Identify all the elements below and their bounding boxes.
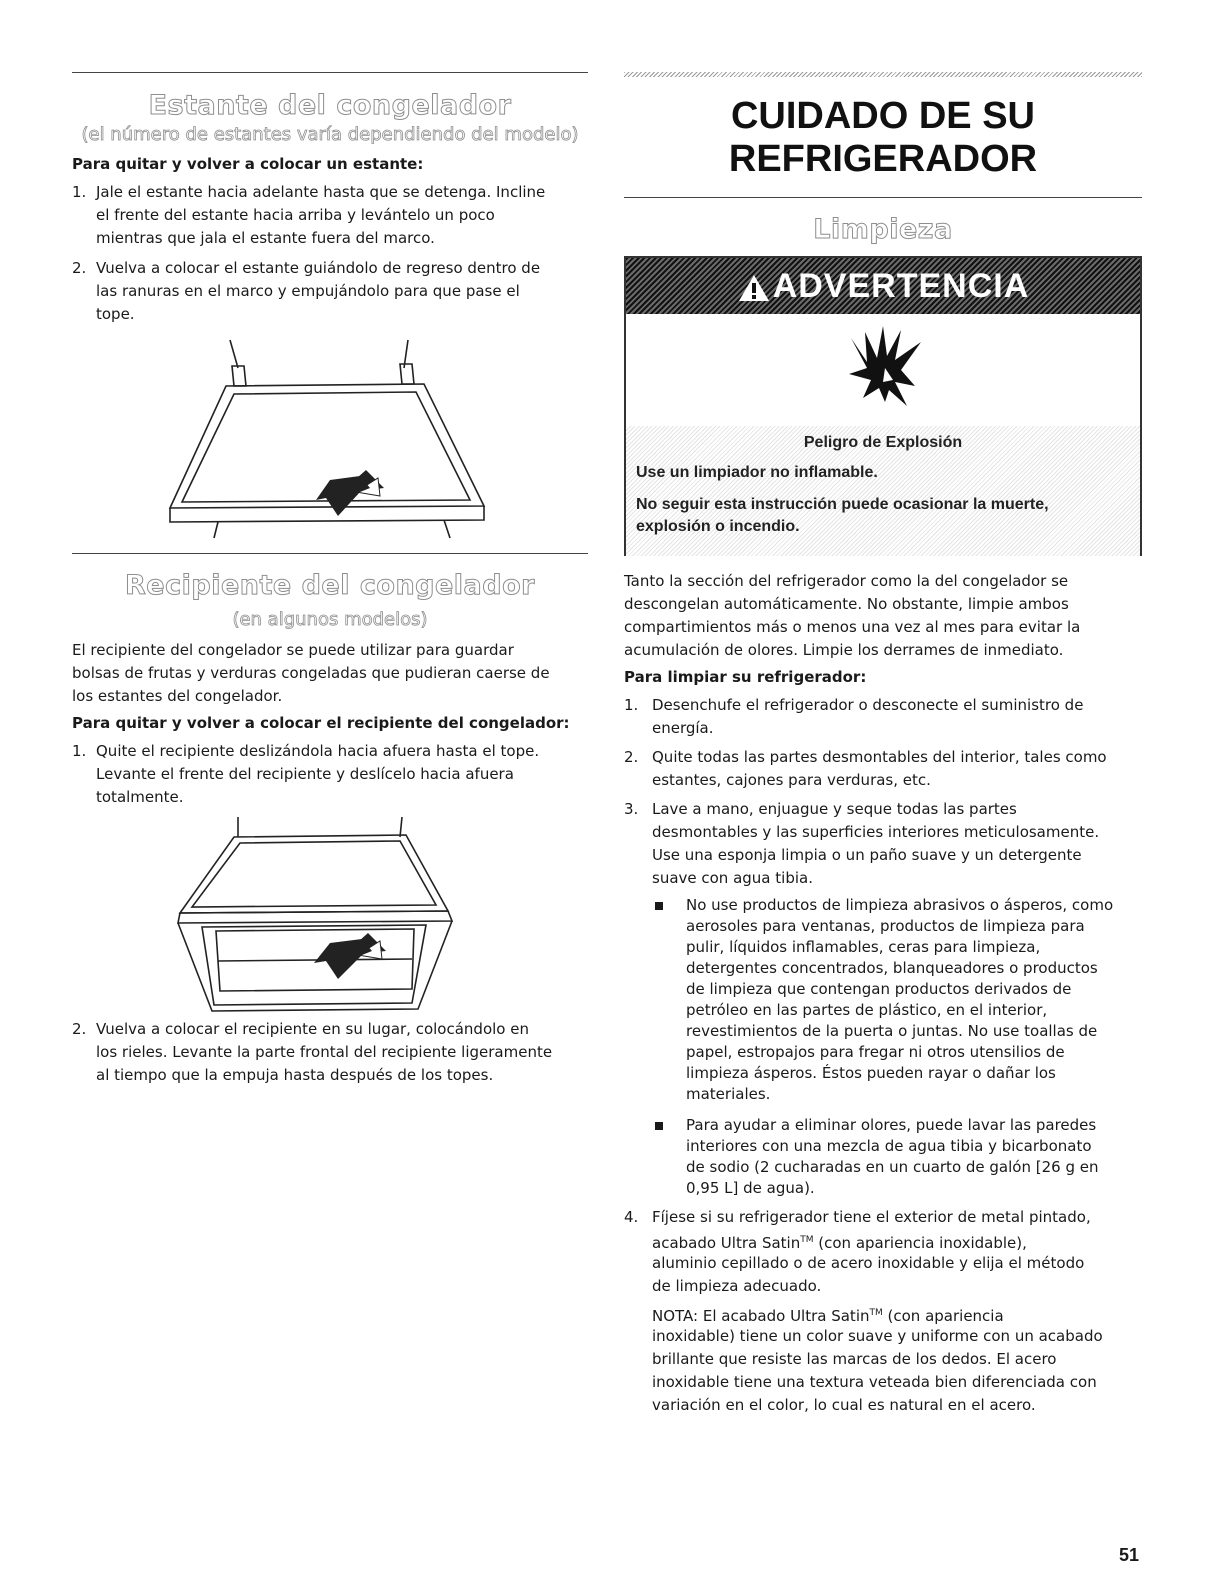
clean-step-1-line: energía. bbox=[652, 719, 714, 737]
page-number: 51 bbox=[1119, 1545, 1140, 1565]
clean-step-3-number: 3. bbox=[624, 800, 639, 818]
note-line: variación en el color, lo cual es natural en el acero. bbox=[652, 1396, 1036, 1414]
main-title-line-1: CUIDADO DE SU bbox=[730, 95, 1036, 137]
cleaning-title: Limpieza bbox=[813, 214, 953, 245]
bin-heading: Para quitar y volver a colocar el recipiente del congelador: bbox=[72, 714, 570, 732]
warning-box bbox=[624, 256, 1142, 556]
intro-line: descongelan automáticamente. No obstante, limpie ambos bbox=[624, 595, 1069, 613]
top-rule bbox=[72, 72, 588, 73]
bin-step-2-line: al tiempo que la empuja hasta después de los topes. bbox=[96, 1066, 494, 1084]
warning-icon-area bbox=[626, 314, 1140, 428]
bin-intro-line: los estantes del congelador. bbox=[72, 687, 283, 705]
trademark-mark: TM bbox=[800, 1235, 814, 1245]
shelf-step-1-line: Jale el estante hacia adelante hasta que se detenga. Incline bbox=[96, 183, 546, 201]
bullet-square-icon bbox=[655, 902, 663, 910]
warning-line-2a: No seguir esta instrucción puede ocasionar la muerte, bbox=[636, 496, 1049, 513]
shelf-step-1-line: el frente del estante hacia arriba y levántelo un poco bbox=[96, 206, 495, 224]
bullet-1-line: petróleo en las partes de plástico, en el interior, bbox=[686, 1001, 1048, 1019]
note-text: NOTA: El acabado Ultra Satin bbox=[652, 1307, 870, 1325]
title-rule bbox=[624, 197, 1142, 198]
clean-heading: Para limpiar su refrigerador: bbox=[624, 668, 867, 686]
bullet-2-line: interiores con una mezcla de agua tibia y bicarbonato bbox=[686, 1137, 1092, 1155]
bullet-1-line: materiales. bbox=[686, 1085, 771, 1103]
bin-step-2-line: los rieles. Levante la parte frontal del recipiente ligeramente bbox=[96, 1043, 553, 1061]
bullet-2-line: Para ayudar a eliminar olores, puede lavar las paredes bbox=[686, 1116, 1097, 1134]
warning-hazard: Peligro de Explosión bbox=[803, 434, 963, 451]
intro-line: compartimientos más o menos una vez al mes para evitar la bbox=[624, 618, 1081, 636]
bin-step-2-line: Vuelva a colocar el recipiente en su lugar, colocándolo en bbox=[96, 1020, 529, 1038]
note-line: brillante que resiste las marcas de los dedos. El acero bbox=[652, 1350, 1057, 1368]
note-line: inoxidable) tiene un color suave y uniforme con un acabado bbox=[652, 1327, 1103, 1345]
clean-step-3-line: Lave a mano, enjuague y seque todas las partes bbox=[652, 800, 1017, 818]
clean-step-4-line: aluminio cepillado o de acero inoxidable y elija el método bbox=[652, 1254, 1085, 1272]
clean-step-1-number: 1. bbox=[624, 696, 639, 714]
bin-subtitle: (en algunos modelos) bbox=[232, 609, 428, 630]
note-line-1 bbox=[652, 1302, 1004, 1327]
step-4-text: acabado Ultra Satin bbox=[652, 1234, 801, 1252]
bullet-1-line: limpieza ásperos. Éstos pueden rayar o dañar los bbox=[686, 1064, 1056, 1082]
shelf-step-1-line: mientras que jala el estante fuera del marco. bbox=[96, 229, 435, 247]
intro-line: acumulación de olores. Limpie los derrames de inmediato. bbox=[624, 641, 1064, 659]
step-4-text: (con apariencia inoxidable), bbox=[813, 1234, 1027, 1252]
warning-line-2b: explosión o incendio. bbox=[636, 518, 800, 535]
clean-step-3-line: desmontables y las superficies interiores meticulosamente. bbox=[652, 823, 1100, 841]
note-text: (con apariencia bbox=[882, 1307, 1004, 1325]
bin-intro-line: bolsas de frutas y verduras congeladas que pudieran caerse de bbox=[72, 664, 550, 682]
warning-line-1: Use un limpiador no inflamable. bbox=[636, 464, 878, 481]
shelf-step-1-number: 1. bbox=[72, 183, 87, 201]
top-hatch-rule bbox=[624, 72, 1142, 77]
bin-title: Recipiente del congelador bbox=[125, 570, 535, 601]
bullet-1-line: No use productos de limpieza abrasivos o ásperos, como bbox=[686, 896, 1114, 914]
clean-step-4-line-2 bbox=[652, 1229, 1027, 1254]
clean-step-4-number: 4. bbox=[624, 1208, 639, 1226]
shelf-illustration bbox=[152, 338, 512, 543]
warning-header bbox=[626, 258, 1140, 314]
bin-step-1-line: Quite el recipiente deslizándola hacia afuera hasta el tope. bbox=[96, 742, 540, 760]
warning-body bbox=[626, 426, 1140, 556]
shelf-subtitle: (el número de estantes varía dependiendo del modelo) bbox=[81, 124, 579, 145]
bullet-1-line: pulir, líquidos inflamables, ceras para limpieza, bbox=[686, 938, 1041, 956]
intro-line: Tanto la sección del refrigerador como la del congelador se bbox=[624, 572, 1069, 590]
clean-step-1-line: Desenchufe el refrigerador o desconecte el suministro de bbox=[652, 696, 1084, 714]
shelf-step-2-line: las ranuras en el marco y empujándolo para que pase el bbox=[96, 282, 520, 300]
shelf-step-2-line: tope. bbox=[96, 305, 135, 323]
clean-step-4-line: de limpieza adecuado. bbox=[652, 1277, 822, 1295]
bin-step-1-line: totalmente. bbox=[96, 788, 184, 806]
warning-triangle-icon bbox=[737, 273, 771, 303]
clean-step-2-line: estantes, cajones para verduras, etc. bbox=[652, 771, 931, 789]
bullet-2-line: de sodio (2 cucharadas en un cuarto de galón [26 g en bbox=[686, 1158, 1099, 1176]
bin-step-1-number: 1. bbox=[72, 742, 87, 760]
clean-step-4-line: Fíjese si su refrigerador tiene el exterior de metal pintado, bbox=[652, 1208, 1091, 1226]
clean-step-3-line: suave con agua tibia. bbox=[652, 869, 813, 887]
shelf-step-2-number: 2. bbox=[72, 259, 87, 277]
warning-header-text: ADVERTENCIA bbox=[772, 267, 1030, 305]
bin-illustration bbox=[172, 815, 492, 1015]
bullet-1-line: detergentes concentrados, blanqueadores o productos bbox=[686, 959, 1098, 977]
bin-step-1-line: Levante el frente del recipiente y deslícelo hacia afuera bbox=[96, 765, 514, 783]
shelf-step-2-line: Vuelva a colocar el estante guiándolo de regreso dentro de bbox=[96, 259, 541, 277]
shelf-title: Estante del congelador bbox=[148, 90, 512, 121]
bullet-1-line: de limpieza que contengan productos derivados de bbox=[686, 980, 1072, 998]
clean-step-2-line: Quite todas las partes desmontables del interior, tales como bbox=[652, 748, 1107, 766]
bullet-2-line: 0,95 L] de agua). bbox=[686, 1179, 815, 1197]
clean-step-2-number: 2. bbox=[624, 748, 639, 766]
note-line: inoxidable tiene una textura veteada bien diferenciada con bbox=[652, 1373, 1097, 1391]
shelf-heading: Para quitar y volver a colocar un estante: bbox=[72, 155, 424, 173]
trademark-mark: TM bbox=[869, 1308, 883, 1318]
main-title-line-2: REFRIGERADOR bbox=[728, 138, 1038, 180]
bullet-1-line: papel, estropajos para fregar ni otros utensilios de bbox=[686, 1043, 1065, 1061]
explosion-icon bbox=[845, 324, 925, 414]
bin-intro-line: El recipiente del congelador se puede utilizar para guardar bbox=[72, 641, 514, 659]
bin-step-2-number: 2. bbox=[72, 1020, 87, 1038]
mid-rule bbox=[72, 553, 588, 554]
clean-step-3-line: Use una esponja limpia o un paño suave y un detergente bbox=[652, 846, 1082, 864]
bullet-1-line: revestimientos de la puerta o juntas. No use toallas de bbox=[686, 1022, 1098, 1040]
bullet-1-line: aerosoles para ventanas, productos de limpieza para bbox=[686, 917, 1085, 935]
bullet-square-icon bbox=[655, 1122, 663, 1130]
